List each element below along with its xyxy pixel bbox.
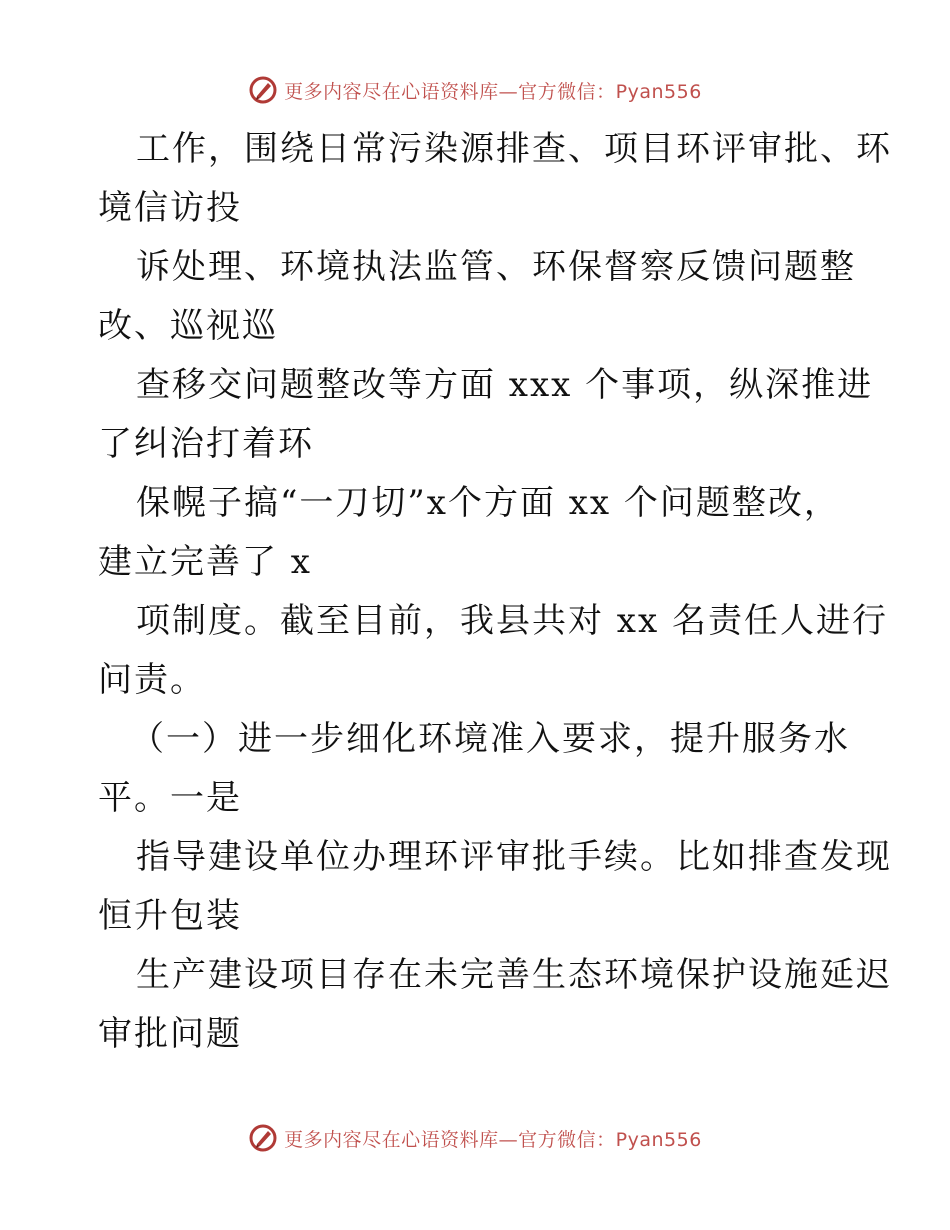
text-line: 工作，围绕日常污染源排查、项目环评审批、环 [136,129,892,169]
wechat-id: Pyan556 [615,1128,702,1151]
text-line: 保幌子搞“一刀切”x个方面 xx 个问题整改， [136,483,840,523]
text-line: 生产建设项目存在未完善生态环境保护设施延迟 [136,955,892,995]
text-line: 改、巡视巡 [98,306,278,346]
footer-banner [0,1118,950,1158]
header-banner-text: 更多内容尽在心语资料库—官方微信：Pyan556 [284,80,702,103]
text-line: 问责。 [98,660,206,700]
text-line: 恒升包装 [98,896,242,936]
text-line: 了纠治打着环 [98,424,314,464]
wechat-id: Pyan556 [615,80,702,103]
red-pen-circle-logo-icon [248,1123,278,1153]
text-line: 查移交问题整改等方面 xxx 个事项，纵深推进 [136,365,874,405]
text-line: 建立完善了 x [98,542,312,582]
header-banner [0,70,950,110]
footer-banner-text: 更多内容尽在心语资料库—官方微信：Pyan556 [284,1128,702,1151]
red-pen-circle-logo-icon [248,75,278,105]
text-line: 平。一是 [98,778,242,818]
text-line: 审批问题 [98,1014,242,1054]
section-heading-line: （一）进一步细化环境准入要求，提升服务水 [130,719,850,759]
text-line: 项制度。截至目前，我县共对 xx 名责任人进行 [136,601,888,641]
document-body [98,120,892,1064]
text-line: 境信访投 [98,188,242,228]
text-line: 指导建设单位办理环评审批手续。比如排查发现 [136,837,892,877]
text-line: 诉处理、环境执法监管、环保督察反馈问题整 [136,247,856,287]
